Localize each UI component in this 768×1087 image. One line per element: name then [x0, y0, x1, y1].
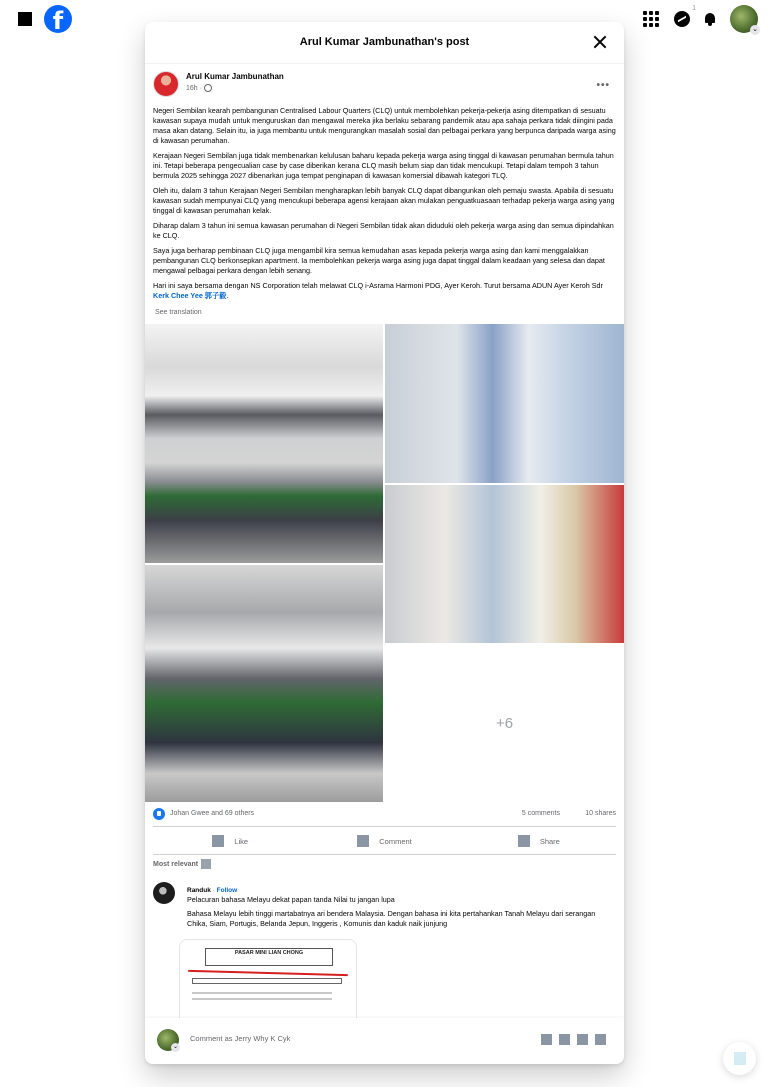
- post-paragraph: Saya juga berharap pembinaan CLQ juga mengambil kira semua kemudahan asas kepada pekerja warga asing dan kami menggalakkan pembangunan CLQ berkonsepkan apartment. Ia membolehkan pekerja warga asing juga dapat tinggal dalam keadaan yang selesa dan dapat mengawal pelbagai perkara dengan lebih senang.: [153, 246, 605, 275]
- comment-text: Pelacuran bahasa Melayu dekat papan tanda Nilai tu jangan lupa: [187, 895, 395, 904]
- author-name[interactable]: Arul Kumar Jambunathan: [186, 72, 284, 81]
- reactions-summary[interactable]: Johan Gwee and 69 others: [170, 810, 255, 817]
- post-stats: [153, 808, 616, 822]
- photo-visit-outdoor[interactable]: [385, 485, 624, 643]
- messenger-badge: 1: [692, 5, 696, 12]
- chevron-down-icon[interactable]: ⌄: [172, 1044, 179, 1050]
- menu-icon[interactable]: [18, 12, 32, 26]
- like-icon: [212, 835, 224, 847]
- post-paragraph: Diharap dalam 3 tahun ini semua kawasan perumahan di Negeri Sembilan tidak akan diduduki oleh pekerja warga asing dan semua dipindahkan ke CLQ.: [153, 221, 614, 240]
- group-people: [169, 677, 363, 721]
- photo-building-group[interactable]: [145, 324, 383, 563]
- comment-input[interactable]: Comment as Jerry Why K Cyk: [190, 1034, 291, 1043]
- photo-grid: [145, 324, 624, 802]
- follow-button[interactable]: Follow: [216, 887, 238, 894]
- divider: [153, 826, 616, 827]
- comment-text: Bahasa Melayu lebih tinggi martabatnya ari bendera Malaysia. Dengan bahasa ini kita pertahankan Tanah Melayu dari serangan Chika, Siam, Portugis, Belanda Jepun, Inggeris , Komunis dan kaduk naik junjung: [187, 909, 596, 928]
- share-icon: [518, 835, 530, 847]
- close-icon[interactable]: [592, 34, 608, 50]
- group-people: [169, 504, 363, 548]
- comment-author-line: Randuk · Follow: [187, 887, 238, 894]
- like-reaction-icon: [153, 808, 165, 820]
- photo-group-courtyard[interactable]: [145, 565, 383, 802]
- composer-tools: [541, 1034, 606, 1045]
- commenter-name[interactable]: Randuk: [187, 887, 211, 894]
- gif-icon[interactable]: [595, 1034, 606, 1045]
- account-avatar[interactable]: [730, 5, 758, 33]
- post-paragraph: Negeri Sembilan kearah pembangunan Centralised Labour Quarters (CLQ) untuk membolehkan pekerja-pekerja asing ditempatkan di sesuatu kawasan supaya mudah untuk menguruskan dan mengawal mereka jika berlaku sebarang pandemik atau apa sahaja perkara tidak diingini pada masa akan datang. Selain itu, ia juga membantu untuk mengurangkan masalah sosial dan pelbagai perkara yang berpunca daripada warga asing di kawasan perumahan.: [153, 106, 616, 145]
- more-photos-tile[interactable]: [385, 645, 624, 802]
- comment-composer: [145, 1018, 624, 1064]
- commenter-avatar[interactable]: [153, 882, 175, 904]
- like-button[interactable]: Like: [153, 830, 307, 852]
- document-title: PASAR MINI LIAN CHONG: [205, 948, 333, 966]
- chevron-down-icon[interactable]: ⌄: [750, 25, 760, 35]
- dialog-header: [145, 22, 624, 64]
- mention-link[interactable]: Kerk Chee Yee 郭子毅: [153, 291, 227, 300]
- dialog-title: Arul Kumar Jambunathan's post: [299, 36, 470, 48]
- post-paragraph: Kerajaan Negeri Sembilan juga tidak membenarkan kelulusan baharu kepada pekerja warga asing tinggal di kawasan perumahan bermula tahun ini. Tetapi beberapa pengecualian case by case diberikan kerana CLQ masih belum siap dan tidak mencukupi. Tetapi dalam tempoh 3 tahun bermula 2025 sehingga 2027 dibenarkan juga tempat penginapan di kawasan komersial dibawah kategori TLQ.: [153, 151, 614, 180]
- divider: [153, 854, 616, 855]
- globe-icon: [204, 84, 212, 92]
- post-time[interactable]: 16h: [186, 84, 198, 92]
- post-header: [145, 64, 624, 106]
- post-dialog: [145, 22, 624, 1064]
- document-field: [192, 978, 342, 984]
- post-actions: [153, 830, 616, 852]
- camera-icon[interactable]: [577, 1034, 588, 1045]
- facebook-logo[interactable]: f: [44, 5, 72, 33]
- new-message-button[interactable]: [723, 1042, 756, 1075]
- chevron-down-icon: [201, 859, 211, 869]
- post-text: [145, 106, 624, 318]
- see-translation-link[interactable]: See translation: [155, 309, 202, 316]
- top-right-controls: [642, 5, 758, 33]
- notifications-bell-icon[interactable]: [704, 12, 716, 26]
- comment-button[interactable]: Comment: [307, 830, 461, 852]
- post-paragraph: Oleh itu, dalam 3 tahun Kerajaan Negeri Sembilan mengharapkan lebih banyak CLQ dapat dibangunkan oleh pemaju swasta. Apabila di sesuatu kawasan sudah mempunyai CLQ yang mencukupi beberapa agensi kerajaan akan mulakan penguatkuasaan terhadap pekerja warga asing yang tinggal di kawasan perumahan kelak.: [153, 186, 615, 215]
- comments-count[interactable]: 5 comments: [521, 810, 560, 817]
- emoji-icon[interactable]: [559, 1034, 570, 1045]
- shares-count[interactable]: 10 shares: [585, 810, 616, 817]
- post-meta: 16h ·: [186, 84, 212, 92]
- more-photos-count: +6: [495, 715, 514, 732]
- author-avatar[interactable]: [153, 71, 179, 97]
- more-options-button[interactable]: •••: [596, 80, 610, 91]
- red-underline: [188, 970, 348, 976]
- avatar-sticker-icon[interactable]: [541, 1034, 552, 1045]
- share-button[interactable]: Share: [462, 830, 616, 852]
- comments-filter-dropdown[interactable]: Most relevant: [153, 859, 211, 869]
- photo-laundry-room[interactable]: [385, 324, 624, 483]
- messenger-icon[interactable]: [674, 5, 696, 27]
- post-paragraph-last: Hari ini saya bersama dengan NS Corporation telah melawat CLQ i-Asrama Harmoni PDG, Ayer Keroh. Turut bersama ADUN Ayer Keroh Sdr Kerk Chee Yee 郭子毅.: [153, 281, 603, 300]
- menu-grid-icon[interactable]: [642, 10, 660, 28]
- comment-icon: [357, 835, 369, 847]
